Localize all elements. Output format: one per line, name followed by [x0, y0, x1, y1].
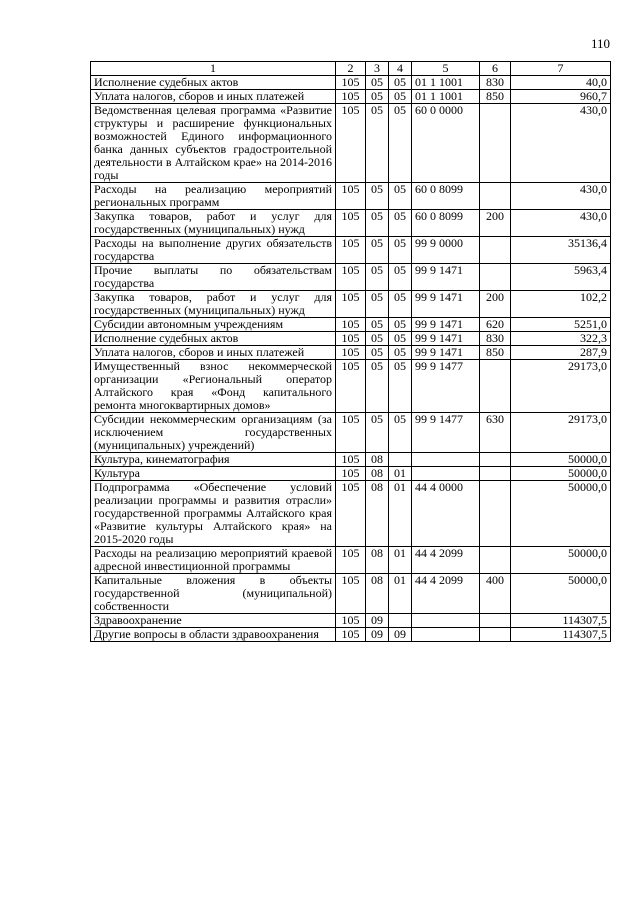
target-article-cell: 99 9 1471	[412, 318, 480, 332]
section-code-cell: 105	[336, 332, 366, 346]
expense-type-cell	[480, 614, 511, 628]
subsection-code-cell	[389, 614, 412, 628]
section-code-cell: 105	[336, 237, 366, 264]
chapter-code-cell: 08	[366, 453, 389, 467]
row-name-cell: Исполнение судебных актов	[91, 332, 336, 346]
target-article-cell: 60 0 8099	[412, 210, 480, 237]
section-code-cell: 105	[336, 547, 366, 574]
chapter-code-cell: 05	[366, 332, 389, 346]
section-code-cell: 105	[336, 346, 366, 360]
subsection-code-cell: 05	[389, 237, 412, 264]
table-row	[91, 76, 611, 90]
amount-cell: 287,9	[511, 346, 611, 360]
table-row	[91, 574, 611, 614]
expense-type-cell: 630	[480, 413, 511, 453]
amount-cell: 29173,0	[511, 413, 611, 453]
table-row	[91, 346, 611, 360]
target-article-cell: 99 9 0000	[412, 237, 480, 264]
row-name-cell: Закупка товаров, работ и услуг для государственных (муниципальных) нужд	[91, 210, 336, 237]
chapter-code-cell: 05	[366, 360, 389, 413]
expense-type-cell	[480, 628, 511, 642]
expense-type-cell: 620	[480, 318, 511, 332]
table-row	[91, 332, 611, 346]
table-row	[91, 453, 611, 467]
expense-type-cell	[480, 547, 511, 574]
row-name-cell: Имущественный взнос некоммерческой организации «Региональный оператор Алтайского края «Фонд капитального ремонта многоквартирных домов»	[91, 360, 336, 413]
table-row	[91, 104, 611, 183]
row-name-cell: Здравоохранение	[91, 614, 336, 628]
section-code-cell: 105	[336, 574, 366, 614]
amount-cell: 40,0	[511, 76, 611, 90]
amount-cell: 50000,0	[511, 453, 611, 467]
amount-cell: 114307,5	[511, 628, 611, 642]
chapter-code-cell: 05	[366, 90, 389, 104]
chapter-code-cell: 08	[366, 574, 389, 614]
expense-type-cell: 200	[480, 291, 511, 318]
subsection-code-cell	[389, 453, 412, 467]
row-name-cell: Культура	[91, 467, 336, 481]
row-name-cell: Расходы на выполнение других обязательств государства	[91, 237, 336, 264]
row-name-cell: Ведомственная целевая программа «Развитие структуры и расширение функциональных возможностей Единого информационного банка данных субъектов градостроительной деятельности в Алтайском крае» на 2014-2016 годы	[91, 104, 336, 183]
target-article-cell	[412, 453, 480, 467]
chapter-code-cell: 05	[366, 183, 389, 210]
amount-cell: 102,2	[511, 291, 611, 318]
row-name-cell: Прочие выплаты по обязательствам государства	[91, 264, 336, 291]
chapter-code-cell: 08	[366, 481, 389, 547]
budget-table	[90, 61, 611, 642]
table-row	[91, 210, 611, 237]
subsection-code-cell: 05	[389, 318, 412, 332]
section-code-cell: 105	[336, 360, 366, 413]
section-code-cell: 105	[336, 614, 366, 628]
expense-type-cell: 830	[480, 332, 511, 346]
target-article-cell: 01 1 1001	[412, 90, 480, 104]
row-name-cell: Культура, кинематография	[91, 453, 336, 467]
section-code-cell: 105	[336, 210, 366, 237]
row-name-cell: Уплата налогов, сборов и иных платежей	[91, 90, 336, 104]
target-article-cell: 01 1 1001	[412, 76, 480, 90]
subsection-code-cell: 01	[389, 574, 412, 614]
target-article-cell	[412, 467, 480, 481]
target-article-cell: 99 9 1477	[412, 360, 480, 413]
target-article-cell: 99 9 1471	[412, 264, 480, 291]
table-row	[91, 614, 611, 628]
row-name-cell: Другие вопросы в области здравоохранения	[91, 628, 336, 642]
target-article-cell	[412, 628, 480, 642]
amount-cell: 50000,0	[511, 574, 611, 614]
amount-cell: 322,3	[511, 332, 611, 346]
chapter-code-cell: 05	[366, 104, 389, 183]
table-row	[91, 467, 611, 481]
subsection-code-cell: 09	[389, 628, 412, 642]
section-code-cell: 105	[336, 76, 366, 90]
chapter-code-cell: 05	[366, 210, 389, 237]
subsection-code-cell: 01	[389, 547, 412, 574]
chapter-code-cell: 05	[366, 291, 389, 318]
subsection-code-cell: 05	[389, 104, 412, 183]
row-name-cell: Закупка товаров, работ и услуг для государственных (муниципальных) нужд	[91, 291, 336, 318]
subsection-code-cell: 05	[389, 346, 412, 360]
target-article-cell: 44 4 0000	[412, 481, 480, 547]
chapter-code-cell: 05	[366, 264, 389, 291]
expense-type-cell	[480, 104, 511, 183]
subsection-code-cell: 05	[389, 76, 412, 90]
section-code-cell: 105	[336, 104, 366, 183]
column-header: 6	[480, 62, 511, 76]
column-header: 7	[511, 62, 611, 76]
expense-type-cell	[480, 481, 511, 547]
section-code-cell: 105	[336, 183, 366, 210]
expense-type-cell	[480, 360, 511, 413]
table-header-row	[91, 62, 611, 76]
amount-cell: 50000,0	[511, 547, 611, 574]
column-header: 3	[366, 62, 389, 76]
expense-type-cell: 400	[480, 574, 511, 614]
section-code-cell: 105	[336, 453, 366, 467]
amount-cell: 430,0	[511, 104, 611, 183]
expense-type-cell	[480, 183, 511, 210]
table-row	[91, 90, 611, 104]
table-row	[91, 628, 611, 642]
table-row	[91, 413, 611, 453]
chapter-code-cell: 09	[366, 628, 389, 642]
chapter-code-cell: 05	[366, 237, 389, 264]
column-header: 1	[91, 62, 336, 76]
expense-type-cell: 200	[480, 210, 511, 237]
column-header: 5	[412, 62, 480, 76]
subsection-code-cell: 05	[389, 183, 412, 210]
section-code-cell: 105	[336, 413, 366, 453]
table-body	[91, 76, 611, 642]
target-article-cell: 60 0 8099	[412, 183, 480, 210]
table-row	[91, 237, 611, 264]
page-number: 110	[590, 36, 610, 51]
table-row	[91, 318, 611, 332]
chapter-code-cell: 05	[366, 76, 389, 90]
column-header: 2	[336, 62, 366, 76]
row-name-cell: Уплата налогов, сборов и иных платежей	[91, 346, 336, 360]
target-article-cell: 99 9 1471	[412, 291, 480, 318]
amount-cell: 960,7	[511, 90, 611, 104]
table-row	[91, 291, 611, 318]
section-code-cell: 105	[336, 318, 366, 332]
expense-type-cell	[480, 467, 511, 481]
target-article-cell: 44 4 2099	[412, 547, 480, 574]
table-row	[91, 360, 611, 413]
subsection-code-cell: 05	[389, 332, 412, 346]
subsection-code-cell: 01	[389, 481, 412, 547]
table-row	[91, 547, 611, 574]
expense-type-cell	[480, 453, 511, 467]
target-article-cell: 99 9 1477	[412, 413, 480, 453]
section-code-cell: 105	[336, 628, 366, 642]
expense-type-cell	[480, 237, 511, 264]
chapter-code-cell: 05	[366, 413, 389, 453]
target-article-cell: 99 9 1471	[412, 346, 480, 360]
expense-type-cell: 830	[480, 76, 511, 90]
row-name-cell: Субсидии автономным учреждениям	[91, 318, 336, 332]
subsection-code-cell: 05	[389, 360, 412, 413]
target-article-cell: 99 9 1471	[412, 332, 480, 346]
chapter-code-cell: 08	[366, 467, 389, 481]
amount-cell: 430,0	[511, 183, 611, 210]
column-header: 4	[389, 62, 412, 76]
section-code-cell: 105	[336, 90, 366, 104]
row-name-cell: Исполнение судебных актов	[91, 76, 336, 90]
subsection-code-cell: 05	[389, 291, 412, 318]
subsection-code-cell: 05	[389, 413, 412, 453]
amount-cell: 50000,0	[511, 467, 611, 481]
amount-cell: 29173,0	[511, 360, 611, 413]
expense-type-cell: 850	[480, 90, 511, 104]
table-row	[91, 183, 611, 210]
row-name-cell: Расходы на реализацию мероприятий краевой адресной инвестиционной программы	[91, 547, 336, 574]
section-code-cell: 105	[336, 264, 366, 291]
amount-cell: 50000,0	[511, 481, 611, 547]
expense-type-cell	[480, 264, 511, 291]
row-name-cell: Капитальные вложения в объекты государственной (муниципальной) собственности	[91, 574, 336, 614]
row-name-cell: Субсидии некоммерческим организациям (за исключением государственных (муниципальных) учреждений)	[91, 413, 336, 453]
subsection-code-cell: 05	[389, 90, 412, 104]
target-article-cell: 44 4 2099	[412, 574, 480, 614]
chapter-code-cell: 05	[366, 318, 389, 332]
expense-type-cell: 850	[480, 346, 511, 360]
amount-cell: 114307,5	[511, 614, 611, 628]
table-row	[91, 481, 611, 547]
target-article-cell: 60 0 0000	[412, 104, 480, 183]
section-code-cell: 105	[336, 291, 366, 318]
subsection-code-cell: 05	[389, 210, 412, 237]
chapter-code-cell: 09	[366, 614, 389, 628]
section-code-cell: 105	[336, 481, 366, 547]
chapter-code-cell: 05	[366, 346, 389, 360]
table-row	[91, 264, 611, 291]
amount-cell: 35136,4	[511, 237, 611, 264]
section-code-cell: 105	[336, 467, 366, 481]
amount-cell: 5251,0	[511, 318, 611, 332]
chapter-code-cell: 08	[366, 547, 389, 574]
subsection-code-cell: 01	[389, 467, 412, 481]
row-name-cell: Подпрограмма «Обеспечение условий реализации программы и развития отрасли» государственной программы Алтайского края «Развитие культуры Алтайского края» на 2015-2020 годы	[91, 481, 336, 547]
amount-cell: 5963,4	[511, 264, 611, 291]
target-article-cell	[412, 614, 480, 628]
amount-cell: 430,0	[511, 210, 611, 237]
row-name-cell: Расходы на реализацию мероприятий региональных программ	[91, 183, 336, 210]
subsection-code-cell: 05	[389, 264, 412, 291]
